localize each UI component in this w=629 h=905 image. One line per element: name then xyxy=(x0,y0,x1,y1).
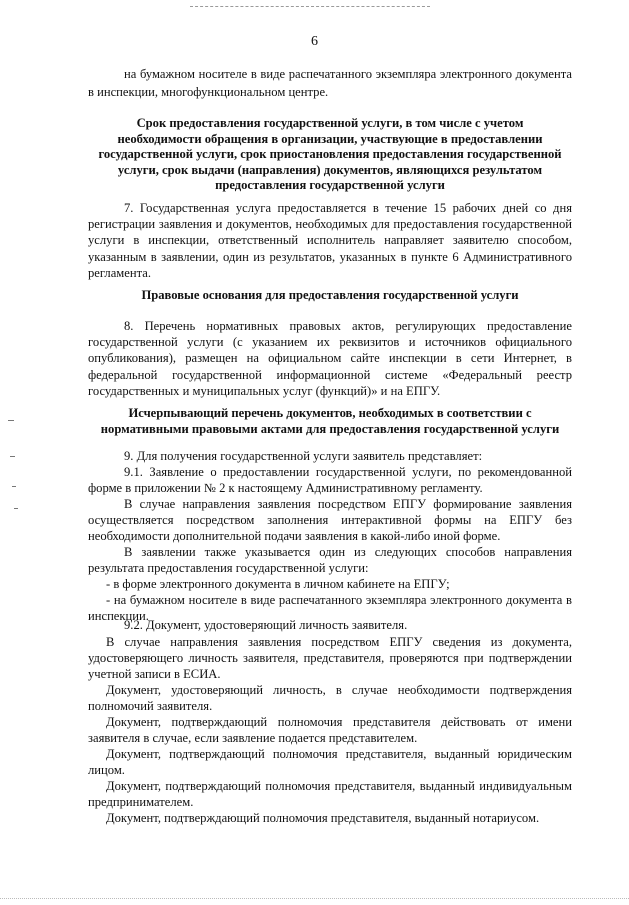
margin-mark xyxy=(8,420,14,421)
paragraph-notary: Документ, подтверждающий полномочия представителя, выданный нотариусом. xyxy=(106,811,540,825)
paragraph-legal-entity: Документ, подтверждающий полномочия представителя, выданный юридическим лицом. xyxy=(88,747,572,778)
paragraph-8: 8. Перечень нормативных правовых актов, регулирующих предоставление государственной услуги (с указанием их реквизитов и источников официального опубликования), размещен на официальном сайте инспекции в сети Интернет, в федеральной государственной информационной системе «Федеральный реестр государственных и муниципальных услуг (функций)» и на ЕПГУ. xyxy=(88,319,572,398)
paragraph-9-1: 9.1. Заявление о предоставлении государственной услуги, по рекомендованной форме в приложении № 2 к настоящему Административному регламенту. xyxy=(88,465,572,496)
paragraph-entrepreneur: Документ, подтверждающий полномочия представителя, выданный индивидуальным предпринимателем. xyxy=(88,779,572,810)
paragraph-esia: В случае направления заявления посредством ЕПГУ сведения из документа, удостоверяющего личность заявителя, представителя, проверяются при подтверждении учетной записи в ЕСИА. xyxy=(88,635,572,682)
margin-mark xyxy=(14,508,18,509)
heading-line: услуги, срок выдачи (направления) документов, являющихся результатом xyxy=(117,162,543,177)
paragraph-9: 9. Для получения государственной услуги заявитель представляет: xyxy=(124,449,483,463)
bullet-paper: - на бумажном носителе в виде распечатанного экземпляра электронного документа в инспекции. xyxy=(88,593,572,624)
page-number: 6 xyxy=(311,34,318,49)
term-section-heading xyxy=(88,116,572,194)
margin-mark xyxy=(10,456,15,457)
scan-edge-line xyxy=(0,898,629,899)
paragraph-representative: Документ, подтверждающий полномочия представителя действовать от имени заявителя в случае, если заявление подается представителем. xyxy=(88,715,572,746)
paragraph-7: 7. Государственная услуга предоставляется в течение 15 рабочих дней со дня регистрации заявления и документов, необходимых для предоставления государственной услуги в инспекции, ответственный исполнитель направляет заявителю способом, указанным в заявлении, один из результатов, указанных в пункте 6 Административного регламента. xyxy=(88,201,572,280)
heading-line: необходимости обращения в организации, участвующие в предоставлении xyxy=(117,131,543,146)
intro-line-2: в инспекции, многофункциональном центре. xyxy=(88,85,329,99)
margin-mark xyxy=(12,486,16,487)
heading-line: нормативными правовыми актами для предоставления государственной услуги xyxy=(100,421,560,436)
heading-line: предоставления государственной услуги xyxy=(215,178,445,193)
paragraph-ways: В заявлении также указывается один из следующих способов направления результата предоставления государственной услуги: xyxy=(88,545,572,576)
paragraph-9-2: 9.2. Документ, удостоверяющий личность заявителя. xyxy=(124,618,408,632)
scan-edge-line xyxy=(190,6,430,7)
intro-line-1: на бумажном носителе в виде распечатанного экземпляра электронного документа xyxy=(124,67,572,81)
documents-section-heading xyxy=(88,406,572,437)
paragraph-epgu: В случае направления заявления посредством ЕПГУ формирование заявления осуществляется посредством заполнения интерактивной формы на ЕПГУ без необходимости дополнительной подачи заявления в какой-либо иной форме. xyxy=(88,497,572,544)
legal-section-heading: Правовые основания для предоставления государственной услуги xyxy=(141,288,519,302)
paragraph-identity: Документ, удостоверяющий личность, в случае необходимости подтверждения полномочий заявителя. xyxy=(88,683,572,714)
bullet-electronic: - в форме электронного документа в личном кабинете на ЕПГУ; xyxy=(106,577,450,591)
heading-line: Срок предоставления государственной услуги, в том числе с учетом xyxy=(136,116,524,130)
heading-line: государственной услуги, срок приостановления предоставления государственной xyxy=(98,147,562,162)
heading-line: Исчерпывающий перечень документов, необходимых в соответствии с xyxy=(128,406,532,420)
